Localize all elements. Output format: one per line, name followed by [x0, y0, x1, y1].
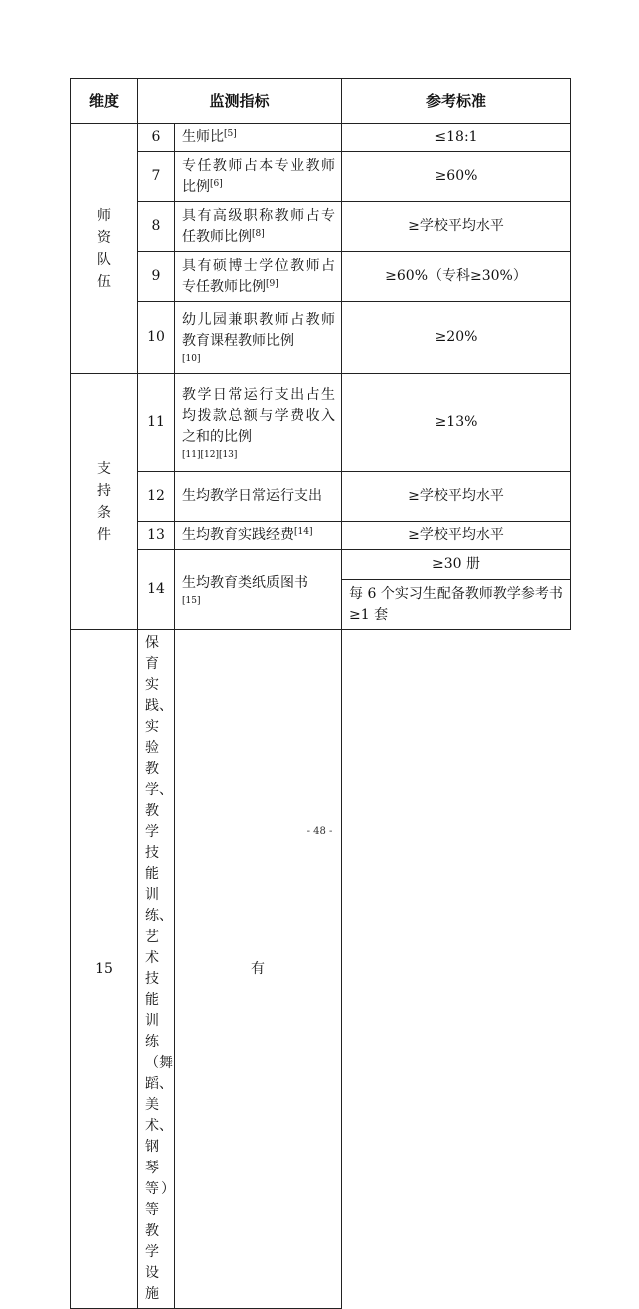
indicator-text: 幼儿园兼职教师占教师教育课程教师比例 [182, 312, 336, 349]
standard-cell: ≥13% [342, 374, 571, 472]
table-row [71, 124, 571, 152]
table-row [71, 202, 571, 252]
table-row [71, 302, 571, 374]
indicator-text: 专任教师占本专业教师比例 [182, 157, 336, 195]
indicator-text: 教学日常运行支出占生均拨款总额与学费收入之和的比例 [182, 386, 336, 445]
indicator-text: 生均教育类纸质图书 [182, 574, 308, 591]
indicator-text: 保育实践、实验教学、教学技能训练、艺术技能训练（舞蹈、美术、钢琴等）等教学设施 [145, 635, 173, 1302]
indicator-cell [138, 630, 175, 1309]
indicator-cell [175, 550, 342, 630]
indicator-cell [175, 124, 342, 152]
indicator-cell [175, 202, 342, 252]
standard-cell: ≥60% [342, 152, 571, 202]
table-row [71, 252, 571, 302]
row-number: 15 [71, 630, 138, 1309]
standard-cell-secondary: 每 6 个实习生配备教师教学参考书≥1 套 [342, 580, 571, 630]
reference-mark: [6] [210, 178, 223, 189]
row-number: 8 [138, 202, 175, 252]
indicator-text: 具有硕博士学位教师占专任教师比例 [182, 257, 336, 295]
page-number: - 48 - [306, 826, 333, 837]
table-row [71, 630, 571, 1309]
row-number: 11 [138, 374, 175, 472]
row-number: 12 [138, 472, 175, 522]
monitoring-table [70, 78, 571, 1309]
header-dimension: 维度 [71, 79, 138, 124]
indicator-cell [175, 302, 342, 374]
dimension-teaching-staff: 师资队伍 [71, 124, 138, 374]
indicator-text: 生均教学日常运行支出 [182, 488, 322, 504]
row-number: 9 [138, 252, 175, 302]
table-header-row [71, 79, 571, 124]
indicator-text: 生师比 [182, 129, 224, 145]
row-number: 14 [138, 550, 175, 630]
table-row [71, 152, 571, 202]
indicator-cell [175, 522, 342, 550]
standard-cell: ≥学校平均水平 [342, 522, 571, 550]
indicator-text: 生均教育实践经费 [182, 527, 294, 543]
row-number: 7 [138, 152, 175, 202]
reference-mark: [10] [182, 354, 201, 364]
standard-cell: ≥学校平均水平 [342, 202, 571, 252]
standard-cell: ≤18:1 [342, 124, 571, 152]
indicator-cell [175, 472, 342, 522]
indicator-cell [175, 152, 342, 202]
dimension-support-conditions: 支持条件 [71, 374, 138, 630]
reference-mark: [14] [294, 527, 313, 537]
row-number: 10 [138, 302, 175, 374]
reference-mark: [8] [252, 228, 265, 239]
standard-cell: ≥30 册 [342, 550, 571, 580]
row-number: 13 [138, 522, 175, 550]
table-row [71, 522, 571, 550]
standard-cell: ≥20% [342, 302, 571, 374]
indicator-cell [175, 252, 342, 302]
row-number: 6 [138, 124, 175, 152]
reference-mark: [5] [224, 129, 237, 139]
indicator-text: 具有高级职称教师占专任教师比例 [182, 207, 336, 245]
reference-mark: [15] [182, 595, 201, 606]
table-row [71, 472, 571, 522]
reference-mark: [11][12][13] [182, 449, 238, 460]
reference-mark: [9] [266, 278, 279, 289]
table-row [71, 550, 571, 580]
indicator-cell [175, 374, 342, 472]
header-indicator: 监测指标 [138, 79, 342, 124]
header-standard: 参考标准 [342, 79, 571, 124]
standard-cell: ≥学校平均水平 [342, 472, 571, 522]
table-row [71, 374, 571, 472]
standard-cell: 有 [175, 630, 342, 1309]
standard-cell: ≥60%（专科≥30%） [342, 252, 571, 302]
